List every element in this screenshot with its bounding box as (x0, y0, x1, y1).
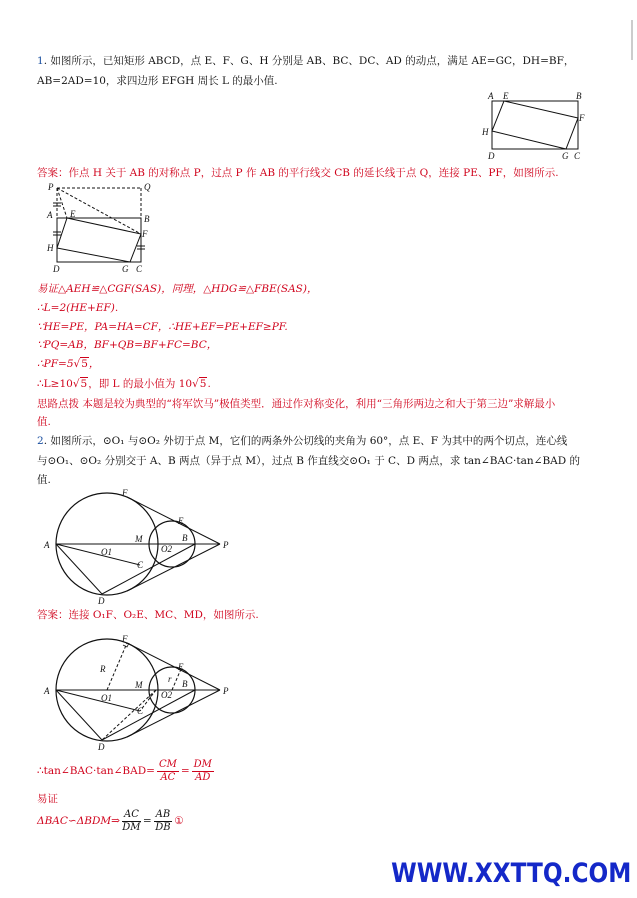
lbl-a4: A (44, 686, 50, 696)
lbl-o1-2: O1 (101, 693, 112, 703)
lbl-e2: E (70, 209, 76, 219)
problem-2-line-2: 与⊙O₁、⊙O₂ 分别交于 A、B 两点（异于点 M），过点 B 作直线交⊙O₁ 于 C、D 两点，求 tan∠BAC·tan∠BAD 的 (37, 455, 580, 467)
equation-2: ΔBAC∽ΔBDM⇒ $\frac{AC}{DM}$ = $\frac{AB}{DB}$ ① (37, 808, 184, 833)
answer-2-intro: 答案：连接 O₁F、O₂E、MC、MD，如图所示. (37, 609, 259, 621)
lbl-c: C (574, 151, 581, 161)
lbl-m4: M (135, 680, 143, 690)
edge-mark (631, 20, 633, 60)
lbl-p3: P (223, 540, 229, 550)
lbl-a2: A (47, 210, 53, 220)
solution-1-step-4: ∵PQ=AB，BF+QB=BF+FC=BC， (37, 339, 218, 351)
lbl-e4: E (178, 662, 184, 672)
lbl-f: F (579, 113, 585, 123)
lbl-q: Q (144, 182, 151, 192)
lbl-f4: F (122, 634, 128, 644)
lbl-a: A (488, 91, 494, 101)
lbl-g2: G (122, 264, 129, 274)
radius-o2e (172, 669, 181, 690)
lbl-e3: E (178, 516, 184, 526)
figure-1-solution (44, 181, 156, 275)
lbl-m3: M (135, 534, 143, 544)
lbl-h2: H (47, 243, 54, 253)
figure-1-rectangle (478, 90, 588, 162)
line-ac (56, 544, 140, 565)
problem-2-line-3: 值. (37, 474, 51, 486)
answer-1-intro: 答案：作点 H 关于 AB 的对称点 P，过点 P 作 AB 的平行线交 CB 的延长线于点 Q，连接 PE、PF，如图所示. (37, 167, 559, 179)
lbl-o2-2: O2 (161, 690, 172, 700)
lbl-c3: C (137, 560, 144, 570)
tip-1-line-2: 值. (37, 416, 51, 428)
problem-1-line-1: 1. 如图所示，已知矩形 ABCD，点 E、F、G、H 分别是 AB、BC、DC、AD 的动点，满足 AE=GC，DH=BF， (37, 55, 575, 67)
tip-1-line-1: 思路点拨 本题是较为典型的“将军饮马”极值类型．通过作对称变化，利用“三角形两边之和大于第三边”求解最小 (37, 398, 556, 410)
figure-2-circles (38, 486, 238, 606)
lbl-p: P (48, 182, 54, 192)
lbl-r-big: R (100, 664, 106, 674)
lbl-f2: F (142, 229, 148, 239)
lbl-r-small: r (168, 674, 172, 684)
solution-1-step-1: 易证△AEH≌△CGF(SAS)，同理，△HDG≌△FBE(SAS)， (37, 283, 318, 295)
line-ac-2 (56, 690, 140, 711)
lbl-d2: D (53, 264, 60, 274)
solution-1-step-5: ∴PF=5√5， (37, 358, 100, 370)
figure-2-solution (38, 632, 238, 752)
lbl-b4: B (182, 679, 188, 689)
problem-1-line-2: AB=2AD=10，求四边形 EFGH 周长 L 的最小值. (37, 75, 278, 87)
lbl-b: B (576, 91, 582, 101)
lbl-c2: C (136, 264, 143, 274)
lbl-d4: D (98, 742, 105, 752)
lbl-f3: F (122, 488, 128, 498)
solution-1-step-2: ∴L=2(HE+EF). (37, 302, 119, 314)
equation-1: ∴tan∠BAC·tan∠BAD= $\frac{CM}{AC}$ = $\frac{DM}{AD}$ (37, 758, 212, 783)
watermark-logo: WWW.XXTTQ.COM (390, 858, 631, 889)
lbl-a3: A (44, 540, 50, 550)
lbl-b2: B (144, 214, 150, 224)
lbl-c4: C (137, 706, 144, 716)
lbl-g: G (562, 151, 569, 161)
lbl-h: H (482, 127, 489, 137)
problem-2-line-1: 2. 如图所示，⊙O₁ 与⊙O₂ 外切于点 M，它们的两条外公切线的夹角为 60°，点 E、F 为其中的两个切点，连心线 (37, 435, 568, 447)
quad-efgh-2 (57, 218, 141, 262)
lbl-o2: O2 (161, 544, 172, 554)
solution-1-step-3: ∵HE=PE，PA=HA=CF，∴HE+EF=PE+EF≥PF. (37, 321, 288, 333)
lbl-b3: B (182, 533, 188, 543)
radius-o1f (107, 643, 127, 690)
lbl-e: E (503, 91, 509, 101)
solution-1-step-6: ∴L≥10√5，即 L 的最小值为 10√5. (37, 378, 211, 390)
lbl-o1: O1 (101, 547, 112, 557)
lbl-d: D (488, 151, 495, 161)
easy-proof-label: 易证 (37, 793, 58, 805)
line-db (102, 544, 195, 594)
quad-efgh (492, 101, 578, 149)
lbl-d3: D (98, 596, 105, 606)
lbl-p4: P (223, 686, 229, 696)
